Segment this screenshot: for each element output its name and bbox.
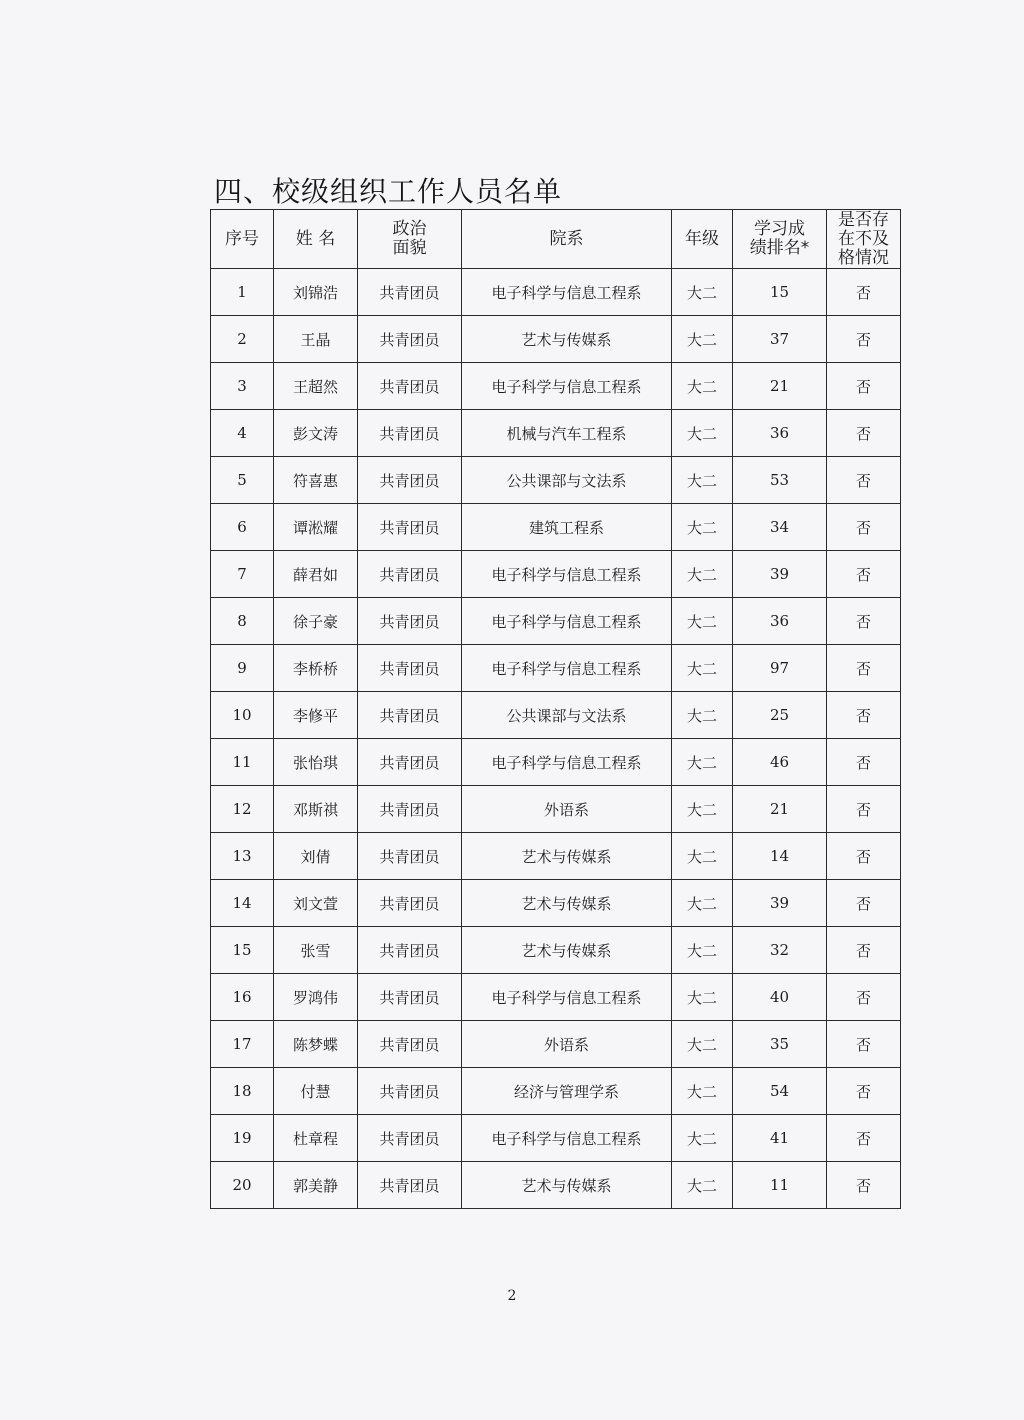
- table-row: [211, 363, 901, 410]
- cell-academic-rank: 15: [733, 269, 827, 316]
- cell-political-status: 共青团员: [358, 269, 462, 316]
- cell-grade: 大二: [672, 316, 733, 363]
- cell-grade: 大二: [672, 1021, 733, 1068]
- cell-index: 10: [211, 692, 274, 739]
- cell-grade: 大二: [672, 1162, 733, 1209]
- cell-academic-rank: 35: [733, 1021, 827, 1068]
- cell-department: 建筑工程系: [462, 504, 672, 551]
- cell-failing-status: 否: [827, 598, 901, 645]
- table-row: [211, 1162, 901, 1209]
- table-row: [211, 692, 901, 739]
- table-row: [211, 880, 901, 927]
- cell-political-status: 共青团员: [358, 833, 462, 880]
- cell-academic-rank: 11: [733, 1162, 827, 1209]
- cell-name: 李修平: [274, 692, 358, 739]
- table-row: [211, 833, 901, 880]
- cell-political-status: 共青团员: [358, 551, 462, 598]
- cell-grade: 大二: [672, 551, 733, 598]
- cell-political-status: 共青团员: [358, 974, 462, 1021]
- table-row: [211, 457, 901, 504]
- cell-political-status: 共青团员: [358, 504, 462, 551]
- cell-department: 电子科学与信息工程系: [462, 269, 672, 316]
- cell-grade: 大二: [672, 363, 733, 410]
- cell-academic-rank: 53: [733, 457, 827, 504]
- cell-academic-rank: 97: [733, 645, 827, 692]
- cell-index: 2: [211, 316, 274, 363]
- cell-index: 16: [211, 974, 274, 1021]
- cell-political-status: 共青团员: [358, 645, 462, 692]
- cell-department: 机械与汽车工程系: [462, 410, 672, 457]
- cell-department: 艺术与传媒系: [462, 1162, 672, 1209]
- cell-failing-status: 否: [827, 833, 901, 880]
- cell-failing-status: 否: [827, 1115, 901, 1162]
- cell-index: 6: [211, 504, 274, 551]
- cell-failing-status: 否: [827, 1068, 901, 1115]
- cell-failing-status: 否: [827, 880, 901, 927]
- cell-department: 电子科学与信息工程系: [462, 739, 672, 786]
- cell-index: 14: [211, 880, 274, 927]
- table-row: [211, 786, 901, 833]
- header-department: 院系: [462, 210, 672, 269]
- cell-index: 9: [211, 645, 274, 692]
- cell-index: 5: [211, 457, 274, 504]
- cell-academic-rank: 14: [733, 833, 827, 880]
- cell-grade: 大二: [672, 974, 733, 1021]
- cell-department: 公共课部与文法系: [462, 457, 672, 504]
- table-row: [211, 974, 901, 1021]
- cell-political-status: 共青团员: [358, 880, 462, 927]
- cell-failing-status: 否: [827, 739, 901, 786]
- cell-grade: 大二: [672, 1068, 733, 1115]
- table-row: [211, 645, 901, 692]
- cell-department: 外语系: [462, 786, 672, 833]
- cell-grade: 大二: [672, 598, 733, 645]
- cell-index: 15: [211, 927, 274, 974]
- cell-name: 罗鸿伟: [274, 974, 358, 1021]
- cell-failing-status: 否: [827, 363, 901, 410]
- table-header-row: [211, 210, 901, 269]
- cell-department: 艺术与传媒系: [462, 833, 672, 880]
- cell-index: 20: [211, 1162, 274, 1209]
- cell-academic-rank: 39: [733, 880, 827, 927]
- cell-name: 谭淞耀: [274, 504, 358, 551]
- cell-academic-rank: 25: [733, 692, 827, 739]
- cell-department: 经济与管理学系: [462, 1068, 672, 1115]
- cell-department: 电子科学与信息工程系: [462, 598, 672, 645]
- header-index: 序号: [211, 210, 274, 269]
- cell-grade: 大二: [672, 692, 733, 739]
- cell-academic-rank: 46: [733, 739, 827, 786]
- cell-failing-status: 否: [827, 927, 901, 974]
- cell-political-status: 共青团员: [358, 363, 462, 410]
- cell-academic-rank: 40: [733, 974, 827, 1021]
- cell-grade: 大二: [672, 457, 733, 504]
- table-row: [211, 269, 901, 316]
- cell-grade: 大二: [672, 927, 733, 974]
- cell-name: 王超然: [274, 363, 358, 410]
- cell-political-status: 共青团员: [358, 927, 462, 974]
- cell-academic-rank: 21: [733, 363, 827, 410]
- cell-name: 郭美静: [274, 1162, 358, 1209]
- table-row: [211, 551, 901, 598]
- cell-name: 陈梦蝶: [274, 1021, 358, 1068]
- cell-name: 薛君如: [274, 551, 358, 598]
- cell-failing-status: 否: [827, 551, 901, 598]
- cell-political-status: 共青团员: [358, 1068, 462, 1115]
- cell-grade: 大二: [672, 786, 733, 833]
- cell-department: 电子科学与信息工程系: [462, 363, 672, 410]
- cell-department: 电子科学与信息工程系: [462, 645, 672, 692]
- cell-index: 11: [211, 739, 274, 786]
- cell-academic-rank: 39: [733, 551, 827, 598]
- cell-index: 7: [211, 551, 274, 598]
- cell-department: 电子科学与信息工程系: [462, 974, 672, 1021]
- section-heading: 四、校级组织工作人员名单: [214, 175, 563, 208]
- cell-name: 刘文萱: [274, 880, 358, 927]
- cell-department: 电子科学与信息工程系: [462, 551, 672, 598]
- cell-index: 17: [211, 1021, 274, 1068]
- page-number: 2: [507, 1288, 517, 1304]
- cell-name: 张怡琪: [274, 739, 358, 786]
- cell-grade: 大二: [672, 269, 733, 316]
- cell-name: 符喜惠: [274, 457, 358, 504]
- cell-name: 张雪: [274, 927, 358, 974]
- cell-academic-rank: 36: [733, 410, 827, 457]
- cell-index: 4: [211, 410, 274, 457]
- cell-name: 徐子豪: [274, 598, 358, 645]
- cell-department: 艺术与传媒系: [462, 880, 672, 927]
- cell-name: 刘锦浩: [274, 269, 358, 316]
- cell-failing-status: 否: [827, 786, 901, 833]
- cell-failing-status: 否: [827, 692, 901, 739]
- cell-political-status: 共青团员: [358, 786, 462, 833]
- cell-name: 李桥桥: [274, 645, 358, 692]
- cell-name: 王晶: [274, 316, 358, 363]
- cell-department: 电子科学与信息工程系: [462, 1115, 672, 1162]
- cell-academic-rank: 21: [733, 786, 827, 833]
- cell-failing-status: 否: [827, 457, 901, 504]
- cell-name: 邓斯祺: [274, 786, 358, 833]
- cell-grade: 大二: [672, 410, 733, 457]
- cell-failing-status: 否: [827, 316, 901, 363]
- cell-failing-status: 否: [827, 1021, 901, 1068]
- cell-department: 艺术与传媒系: [462, 927, 672, 974]
- table-row: [211, 316, 901, 363]
- table-row: [211, 927, 901, 974]
- cell-grade: 大二: [672, 833, 733, 880]
- cell-academic-rank: 41: [733, 1115, 827, 1162]
- cell-political-status: 共青团员: [358, 692, 462, 739]
- cell-index: 12: [211, 786, 274, 833]
- cell-academic-rank: 37: [733, 316, 827, 363]
- cell-index: 1: [211, 269, 274, 316]
- table-row: [211, 1068, 901, 1115]
- header-academic-rank: 学习成 绩排名*: [733, 210, 827, 269]
- cell-academic-rank: 54: [733, 1068, 827, 1115]
- cell-grade: 大二: [672, 739, 733, 786]
- cell-failing-status: 否: [827, 974, 901, 1021]
- table-row: [211, 1021, 901, 1068]
- cell-grade: 大二: [672, 645, 733, 692]
- table-row: [211, 598, 901, 645]
- header-name: 姓 名: [274, 210, 358, 269]
- cell-political-status: 共青团员: [358, 1162, 462, 1209]
- cell-index: 18: [211, 1068, 274, 1115]
- cell-grade: 大二: [672, 504, 733, 551]
- staff-roster-table: [210, 209, 901, 1209]
- cell-political-status: 共青团员: [358, 316, 462, 363]
- cell-political-status: 共青团员: [358, 457, 462, 504]
- cell-index: 3: [211, 363, 274, 410]
- cell-department: 公共课部与文法系: [462, 692, 672, 739]
- cell-department: 外语系: [462, 1021, 672, 1068]
- cell-failing-status: 否: [827, 410, 901, 457]
- cell-academic-rank: 34: [733, 504, 827, 551]
- cell-grade: 大二: [672, 1115, 733, 1162]
- cell-index: 8: [211, 598, 274, 645]
- table-row: [211, 410, 901, 457]
- cell-failing-status: 否: [827, 269, 901, 316]
- cell-index: 19: [211, 1115, 274, 1162]
- cell-grade: 大二: [672, 880, 733, 927]
- table-body: [211, 269, 901, 1209]
- cell-failing-status: 否: [827, 1162, 901, 1209]
- table-row: [211, 504, 901, 551]
- cell-index: 13: [211, 833, 274, 880]
- cell-political-status: 共青团员: [358, 598, 462, 645]
- table-row: [211, 1115, 901, 1162]
- table-row: [211, 739, 901, 786]
- cell-political-status: 共青团员: [358, 410, 462, 457]
- cell-department: 艺术与传媒系: [462, 316, 672, 363]
- cell-academic-rank: 36: [733, 598, 827, 645]
- cell-political-status: 共青团员: [358, 739, 462, 786]
- cell-political-status: 共青团员: [358, 1115, 462, 1162]
- header-grade: 年级: [672, 210, 733, 269]
- cell-name: 付慧: [274, 1068, 358, 1115]
- cell-name: 彭文涛: [274, 410, 358, 457]
- cell-failing-status: 否: [827, 645, 901, 692]
- header-political-status: 政治 面貌: [358, 210, 462, 269]
- cell-failing-status: 否: [827, 504, 901, 551]
- header-failing-status: 是否存 在不及 格情况: [827, 210, 901, 269]
- cell-political-status: 共青团员: [358, 1021, 462, 1068]
- cell-name: 杜章程: [274, 1115, 358, 1162]
- cell-academic-rank: 32: [733, 927, 827, 974]
- cell-name: 刘倩: [274, 833, 358, 880]
